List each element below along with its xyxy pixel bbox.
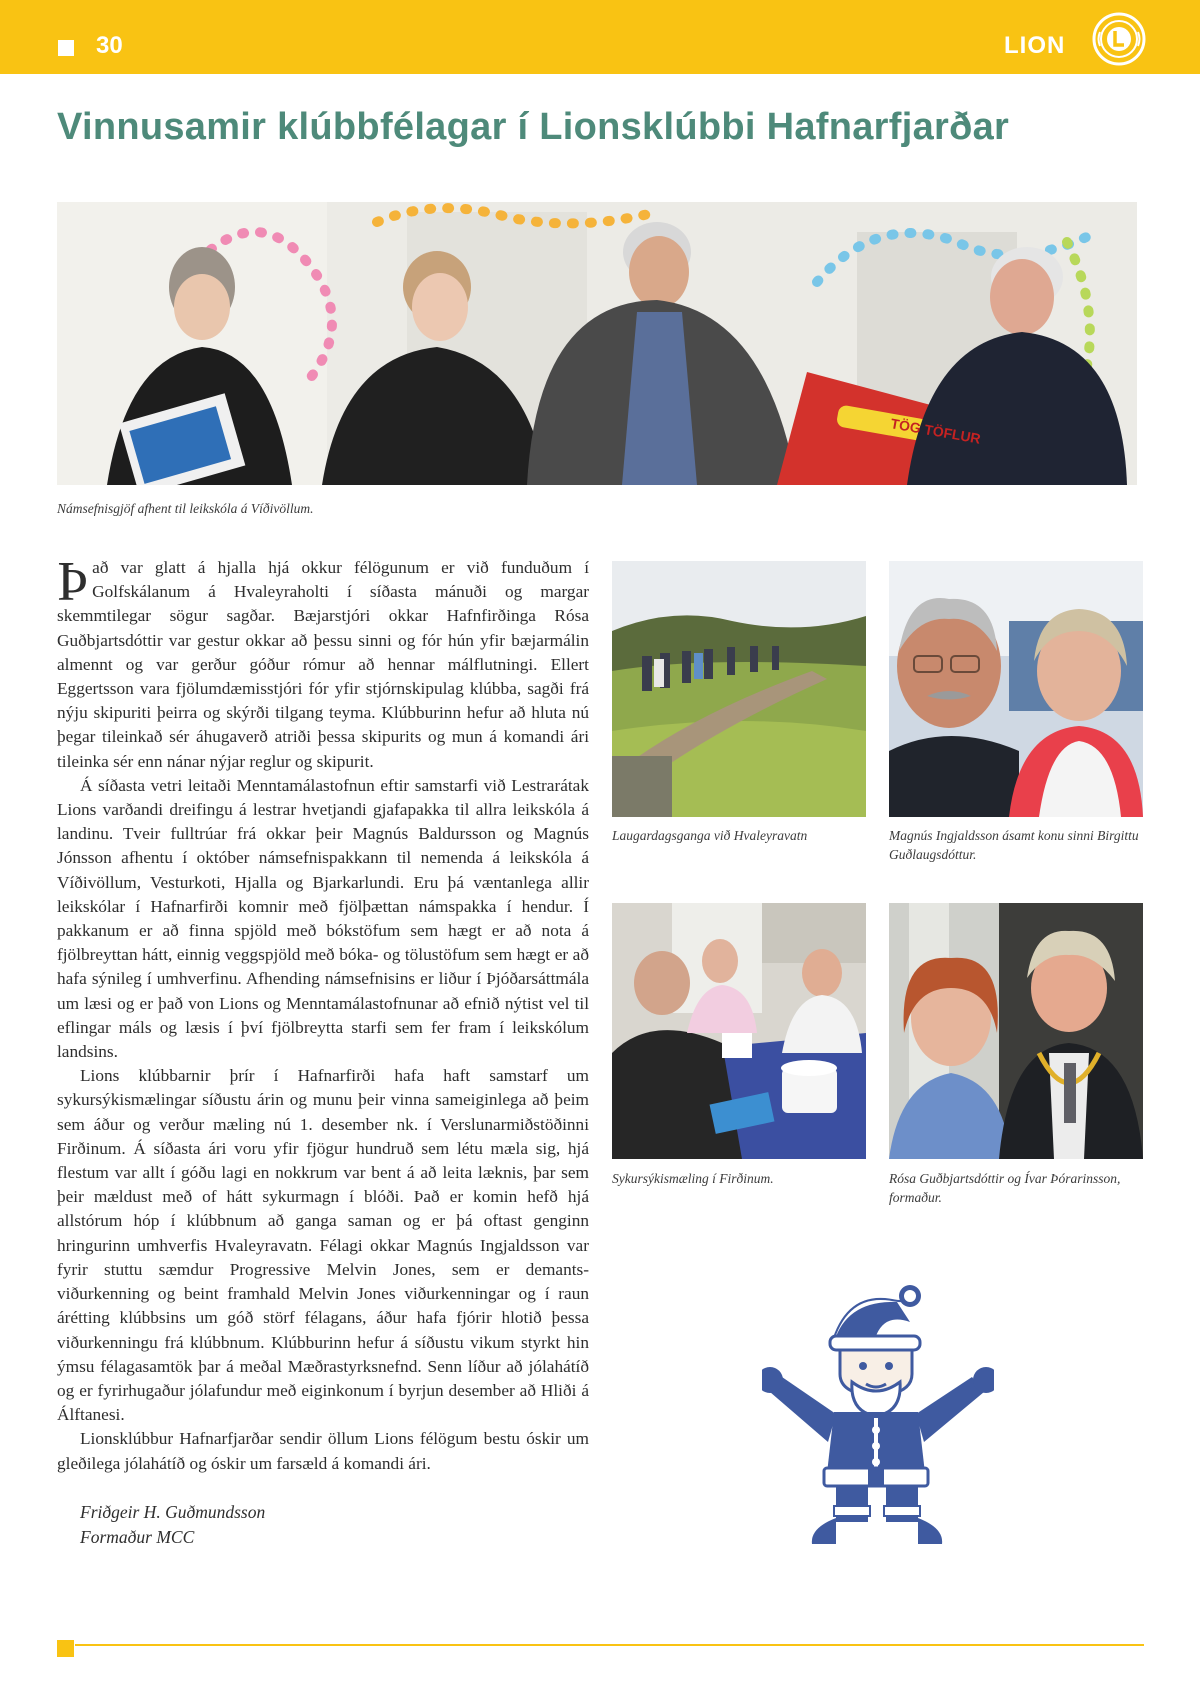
article-title: Vinnusamir klúbbfélagar í Lionsklúbbi Hafnarfjarðar	[57, 106, 1010, 148]
article-body	[57, 551, 589, 1476]
magazine-name: LION	[1004, 32, 1066, 59]
footer-rule	[75, 1644, 1144, 1646]
footer-square-icon	[57, 1640, 74, 1657]
pair-photo	[889, 903, 1143, 1159]
main-photo-caption: Námsefnisgjöf afhent til leikskóla á Víðivöllum.	[57, 501, 314, 516]
header-square-icon	[58, 40, 74, 56]
measurement-photo	[612, 903, 866, 1159]
couple-photo	[889, 561, 1143, 817]
page-number: 30	[96, 32, 123, 59]
paragraph-4: Lionsklúbbur Hafnarfjarðar sendir öllum Lions félögum bestu óskir um gleðilega jólahátíð og óskir um farsæld á komandi ári.	[57, 1429, 589, 1473]
signature-role: Formaður MCC	[80, 1527, 195, 1547]
pair-photo-caption: Rósa Guðbjartsdóttir og Ívar Þórarinsson, formaður.	[889, 1171, 1121, 1205]
walk-photo-caption: Laugardagsganga við Hvaleyravatn	[612, 828, 808, 843]
paragraph-2: Á síðasta vetri leitaði Menntamálastofnun eftir samstarfi við Lestrarátak Lions varðandi dreifingu á lestrar hvetjandi gjafapakka til allra leikskóla á landinu. Tveir fulltrúar frá okkar þeir Magnús Baldursson og Magnús Jónsson afhentu í október námsefnispakkann til nemenda á leikskóla á Víðivöllum, Vesturkoti, Hjalla og Bjarkarlundi. Eru þá væntanlega allir leikskólar í Hafnarfirði komnir með fjölþættan námspakka í hendur. Í pakkanum er að finna spjöld með bókstöfum sem hægt er að nota á fjölbreyttan hátt, einnig veggspjöld með bóka- og tölustöfum sem hægt er að hafa sýnileg í umhverfinu. Afhending námsefnisins er liður í Þjóðarsáttmála um læsi og er það von Lions og Menntamálastofnunar að efnið nýtist vel til eflingar máls og læsis í því fjölbreytta starfi sem fer fram í leikskólum landsins.	[57, 775, 589, 1062]
measurement-photo-caption: Sykursýkismæling í Firðinum.	[612, 1171, 774, 1186]
paragraph-3: Lions klúbbarnir þrír í Hafnarfirði hafa haft samstarf um sykursýkismælingar síðustu árin og munu þeir vinna sameiginlega að þeim sem áður og verður mæling nú 1. desember nk. í Verslunarmiðstöðinni Firðinum. Á síðasta ári voru yfir fjögur hundruð sem létu mæla sig, hjá flestum var allt í góðu lagi en nokkrum var bent á að leita læknis, þar sem þeir mældust með of hátt sykurmagn í blóði. Það er komin hefð hjá allstórum hóp í klúbbnum að ganga saman og er þá oftast genginn hringurinn umhverfis Hvaleyravatn. Félagi okkar Magnús Ingjaldsson var fyrir stuttu sæmdur Progressive Melvin Jones, sem er demants- viðurkenning og beint framhald Melvin Jones viðurkenningar og í raun árétting klúbbsins um góð störf félagans, áður hafa fjórir hlotið þessa viðurkenningu frá klúbbnum. Klúbburinn hefur á síðustu vikum styrkt hin ýmsu félagasamtök þar á meðal Mæðrastyrksnefnd. Senn líður að jólahátíð og er fyrirhugaður jólafundur með eiginkonum í byrjun desember að Hliði á Álftanesi.	[57, 1066, 589, 1425]
couple-photo-caption: Magnús Ingjaldsson ásamt konu sinni Birgittu Guðlaugsdóttur.	[889, 828, 1139, 862]
paragraph-1: Það var glatt á hjalla hjá okkur félögunum er við funduðum í Golfskálanum á Hvaleyraholti í síðasta mánuði og margar skemmtilegar sögur sagðar. Bæjarstjóri okkar Hafnfirðinga Rósa Guðbjartsdóttir var gestur okkar að þessu sinni og fór hún yfir bæjarmálin almennt og var gerður góður rómur að hennar málflutningi. Ellert Eggertsson vara fjölumdæmisstjóri fór yfir stjórnskipulag klúbba, sagði frá nýju skipuriti þeirra og skýrði tilgang teyma. Klúbburinn hefur að hluta nú þegar tileinkað sér áhugaverð atriði þessa skipurits og mun á komandi ári tileinka sér enn nánar nýjar reglur og skipurit.	[57, 551, 589, 771]
walk-photo	[612, 561, 866, 817]
signature-name: Friðgeir H. Guðmundsson	[80, 1502, 266, 1522]
main-photo	[57, 202, 1137, 485]
signature	[80, 1500, 265, 1550]
header-bar	[0, 0, 1200, 74]
lions-logo-icon	[1092, 12, 1146, 66]
santa-illustration	[762, 1282, 994, 1552]
main-photo-sign-text: TÖG TÖFLUR	[889, 415, 982, 447]
